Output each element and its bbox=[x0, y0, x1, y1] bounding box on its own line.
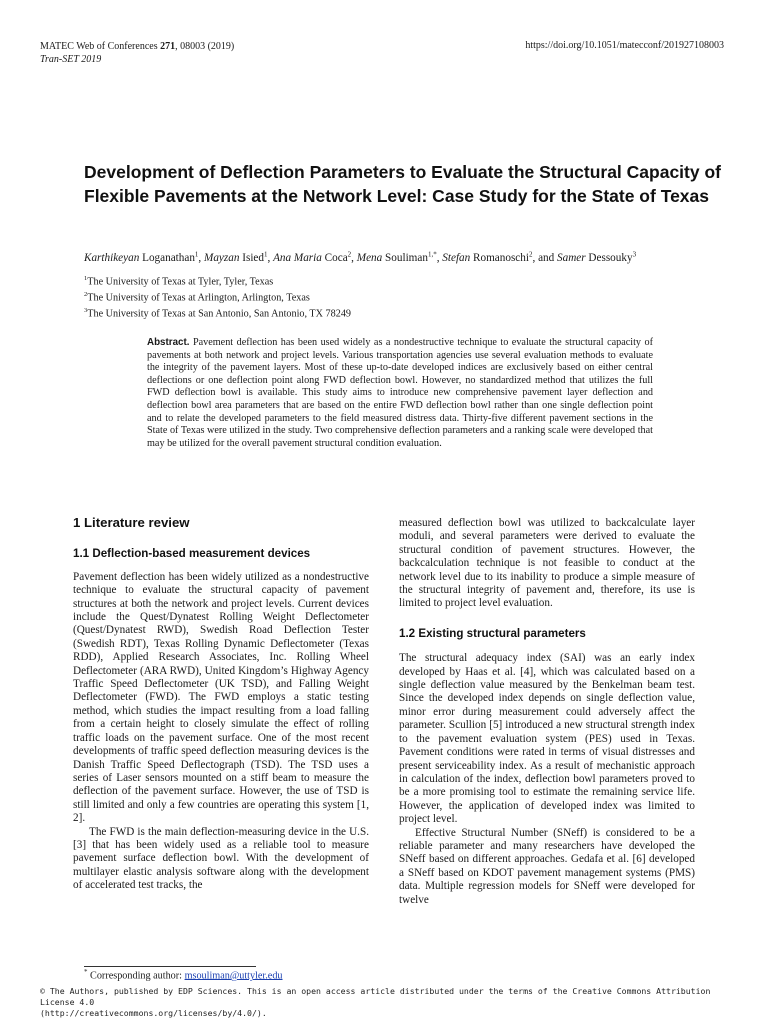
author-last-name: Dessouky bbox=[585, 251, 633, 264]
affiliation-mark: 2 bbox=[84, 290, 88, 298]
author-first-name: Samer bbox=[557, 251, 586, 264]
author-separator: , and bbox=[532, 251, 558, 264]
left-column bbox=[73, 516, 369, 893]
event-name: Tran-SET 2019 bbox=[40, 54, 102, 65]
journal-name: MATEC Web of Conferences bbox=[40, 41, 161, 52]
affiliation-text: The University of Texas at Tyler, Tyler, Texas bbox=[87, 276, 274, 288]
license-notice bbox=[40, 986, 730, 1019]
affiliation-mark: 1 bbox=[84, 275, 88, 282]
footnote-label: Corresponding author: bbox=[87, 970, 185, 982]
abstract-text: Pavement deflection has been used widely as a nondestructive technique to evaluate the structural capacity of pavements at both network and project levels. Various transportation agencies use several evaluation methods to evaluate the integrity of the pavement layers. Most of these up-to-date developed indices are exclusively based on either central deflections or one deflection point along FWD deflection bowl. However, no standardized method that utilizes the full FWD deflection bowl is available. This study aims to introduce new comprehensive pavement layer deflection and deflection bowl area parameters that are based on the entire FWD deflection bowl rather than one single deflection point and to relate the developed parameters to the field measured distress data. Thirty-five different pavement sections in the State of Texas were utilized in the study. Two comprehensive deflection parameters and a ranking scale were developed that may be utilized for the overall pavement structural condition evaluation. bbox=[147, 337, 653, 449]
author-last-name: Souliman bbox=[382, 251, 428, 264]
author-last-name: Isied bbox=[239, 251, 264, 264]
affiliation bbox=[84, 289, 351, 305]
body-paragraph: The structural adequacy index (SAI) was an early index developed by Haas et al. [4], which was calculated based on a single deflection value measured by the Benkelman beam test. Since the developed index depends on single deflection value, minor error during measurement could adversely affect the parameter. Scullion [5] introduced a new structural strength index to the pavement evaluation system (PES) used in Texas. Pavement conditions were rated in terms of visual distresses and present serviceability index. As a result of mechanistic approach in calculation of the index, deflection bowl parameters proved to be a more promising tool to estimate the remaining service life. However, the application of developed index was limited to project level. bbox=[399, 652, 695, 826]
right-column bbox=[399, 517, 695, 907]
author bbox=[273, 252, 357, 264]
author-email-link[interactable]: msouliman@uttyler.edu bbox=[184, 970, 283, 982]
affiliation bbox=[84, 273, 351, 289]
author bbox=[557, 252, 636, 264]
affiliation bbox=[84, 305, 351, 321]
running-header bbox=[40, 40, 234, 66]
affiliation-list bbox=[84, 273, 351, 321]
footnote bbox=[84, 968, 283, 981]
affiliation-text: The University of Texas at Arlington, Arlington, Texas bbox=[87, 292, 310, 304]
author bbox=[442, 252, 557, 264]
subsection-heading: 1.1 Deflection-based measurement devices bbox=[73, 547, 311, 561]
doi-link[interactable]: https://doi.org/10.1051/matecconf/201927108003 bbox=[525, 40, 724, 51]
subsection-heading: 1.2 Existing structural parameters bbox=[399, 626, 586, 640]
journal-volume: 271 bbox=[160, 41, 176, 52]
abstract-label: Abstract. bbox=[147, 337, 190, 348]
body-paragraph: Pavement deflection has been widely utilized as a nondestructive technique to evaluate the structural capacity of pavement structures at both the network and project levels. Current devices include the Quest/Dynatest Rolling Weight Deflectometer (Quest/Dynatest RWD), Swedish Road Deflection Tester (Swedish RDT), Texas Rolling Dynamic Deflectometer (Texas RDD), Applied Research Associates, Inc. Rolling Wheel Deflectometer (ARA RWD), United Kingdom’s Highway Agency Traffic Speed Deflectometer (UK TSD), and Falling Weight Deflectometer (FWD). The FWD employs a static testing method, which studies the impact resulting from a load falling from a certain height to closely simulate the effect of rolling traffic loads on the pavement surface. One of the most recent developments of traffic speed deflection measuring devices is the Danish Traffic Speed Deflectograph (TSD). The TSD uses a series of Laser sensors mounted on a stiff beam to measure the deflection of the pavement surface. However, the use of TSD is still limited and only a few countries are operating this system [1, 2]. bbox=[73, 570, 369, 825]
license-url[interactable]: (http://creativecommons.org/licenses/by/4.0/). bbox=[40, 1008, 267, 1018]
author-last-name: Coca bbox=[321, 251, 348, 264]
affiliation-text: The University of Texas at San Antonio, San Antonio, TX 78249 bbox=[87, 308, 352, 320]
journal-line bbox=[40, 40, 234, 53]
author bbox=[204, 252, 273, 264]
author-separator: , bbox=[267, 251, 274, 264]
author-affiliation-mark: 1 bbox=[194, 250, 199, 258]
section-heading: 1 Literature review bbox=[73, 515, 190, 530]
body-paragraph: measured deflection bowl was utilized to backcalculate layer moduli, and several parameters were derived to evaluate the structural condition of pavement structures. However, the backcalculation technique is not feasible to conduct at the network level due to its inability to produce a simple measure of the structural integrity of pavement and, therefore, its use is limited to project level evaluation. bbox=[399, 517, 695, 610]
abstract bbox=[147, 337, 653, 450]
author-last-name: Loganathan bbox=[139, 251, 195, 264]
footnote-marker: * bbox=[84, 968, 88, 976]
author-last-name: Romanoschi bbox=[470, 251, 529, 264]
footnote-divider bbox=[84, 966, 256, 967]
author bbox=[84, 252, 204, 264]
article-info: , 08003 (2019) bbox=[175, 41, 235, 52]
license-text: © The Authors, published by EDP Sciences. This is an open access article distributed under the terms of the Creative Commons Attribution License 4.0 bbox=[40, 986, 711, 1007]
author-first-name: Karthikeyan bbox=[84, 251, 140, 264]
author-list bbox=[84, 250, 636, 264]
body-paragraph: Effective Structural Number (SNeff) is considered to be a reliable parameter and many researchers have developed the SNeff based on different approaches. Gedafa et al. [6] developed a SNeff based on KDOT pavement management systems (PMS) data. Multiple regression models for SNeff were developed for twelve bbox=[399, 826, 695, 906]
body-paragraph: The FWD is the main deflection-measuring device in the U.S. [3] that has been widely used as a reliable tool to measure pavement surface deflection bowl. With the development of multilayer elastic analysis software along with the development of accelerated test tracks, the bbox=[73, 825, 369, 892]
author-affiliation-mark: 2 bbox=[347, 250, 352, 258]
author-separator: , bbox=[351, 251, 357, 264]
author-first-name: Ana Maria bbox=[273, 251, 322, 264]
author-affiliation-mark: 1 bbox=[263, 250, 268, 258]
affiliation-mark: 3 bbox=[84, 306, 88, 314]
author-separator: , bbox=[436, 251, 443, 264]
author-first-name: Mena bbox=[356, 251, 383, 264]
author-separator: , bbox=[198, 251, 205, 264]
author bbox=[357, 252, 443, 264]
author-affiliation-mark: 1,* bbox=[427, 250, 437, 258]
author-affiliation-mark: 2 bbox=[528, 250, 533, 258]
author-first-name: Stefan bbox=[442, 251, 471, 264]
author-first-name: Mayzan bbox=[204, 251, 240, 264]
paper-title: Development of Deflection Parameters to Evaluate the Structural Capacity of Flexible Pavements at the Network Level: Case Study for the State of Texas bbox=[84, 162, 721, 206]
author-affiliation-mark: 3 bbox=[632, 250, 637, 258]
